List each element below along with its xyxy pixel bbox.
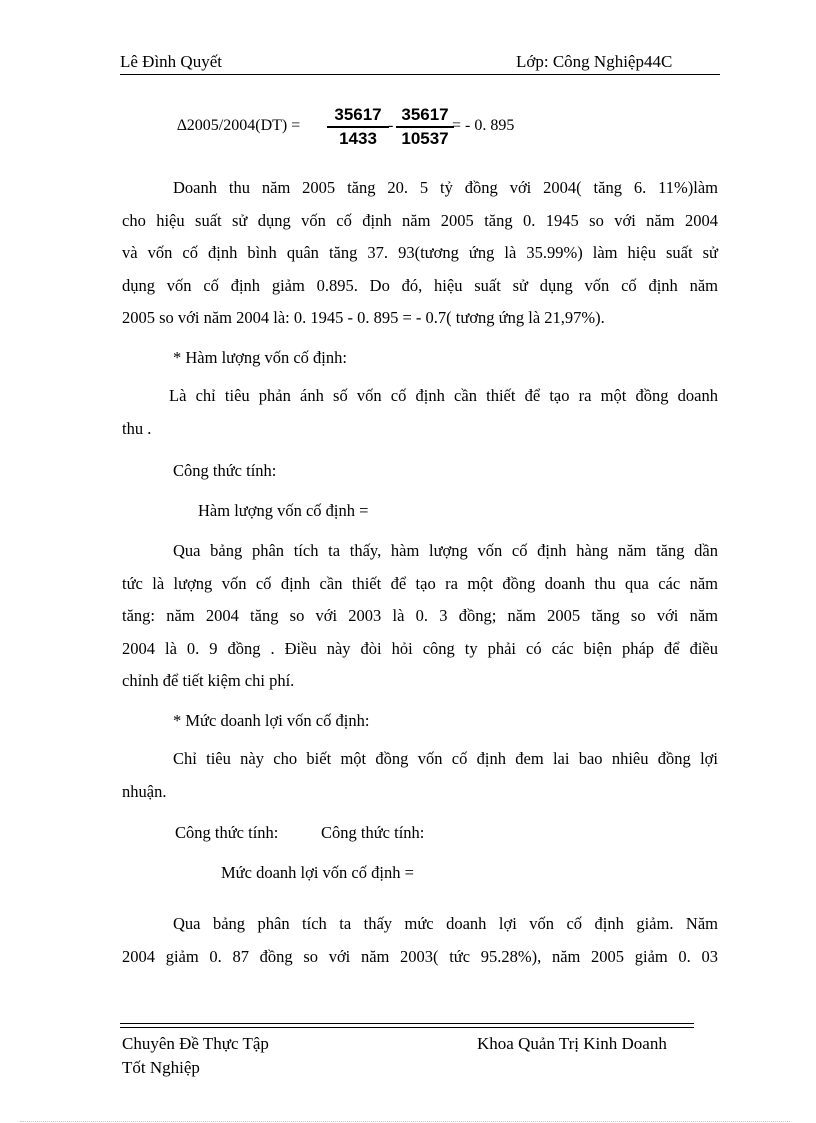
- footer-right: Khoa Quản Trị Kinh Doanh: [477, 1034, 667, 1053]
- fraction-1-numerator: 35617: [334, 105, 382, 124]
- footer-left: [122, 1032, 269, 1080]
- footer-rule-bottom: [120, 1027, 694, 1028]
- text-line: Qua bảng phân tích ta thấy mức doanh lợi vốn cố định giảm. Năm: [173, 914, 718, 933]
- text-line: thu .: [122, 418, 152, 438]
- page-header: [120, 52, 720, 74]
- heading-fixed-capital-ratio: * Hàm lượng vốn cố định:: [173, 348, 347, 367]
- formula-expression-1: Hàm lượng vốn cố định =: [198, 501, 369, 520]
- text-line: cho hiệu suất sử dụng vốn cố định năm 2005 tăng 0. 1945 so với năm 2004: [122, 210, 718, 230]
- formula-label-2a: Công thức tính:: [175, 823, 279, 842]
- formula-result: = - 0. 895: [452, 117, 515, 134]
- text-line: tức là lượng vốn cố định cần thiết để tạo ra một đồng doanh thu qua các năm: [122, 573, 718, 593]
- text-line: chỉnh để tiết kiệm chi phí.: [122, 671, 295, 690]
- footer-left-line-1: Chuyên Đề Thực Tập: [122, 1034, 269, 1053]
- footer-rule-top: [120, 1023, 694, 1024]
- text-line: Là chỉ tiêu phản ánh số vốn cố định cần thiết để tạo ra một đồng doanh: [169, 386, 718, 405]
- heading-profit-ratio: * Mức doanh lợi vốn cố định:: [173, 711, 370, 730]
- paragraph-definition-1: [122, 380, 718, 445]
- page-edge-dots: [20, 1121, 790, 1122]
- text-line: 2004 giảm 0. 87 đồng so với năm 2003( tức 95.28%), năm 2005 giảm 0. 03: [122, 946, 718, 966]
- header-rule: [120, 74, 720, 75]
- fraction-2-bar: [396, 126, 454, 128]
- fraction-2-denominator: 10537: [401, 129, 449, 148]
- text-line: 2005 so với năm 2004 là: 0. 1945 - 0. 895 = - 0.7( tương ứng là 21,97%).: [122, 308, 605, 327]
- paragraph-analysis-2: [122, 908, 718, 973]
- paragraph-definition-2: [122, 743, 718, 808]
- fraction-2-numerator: 35617: [401, 105, 449, 124]
- formula-label: ∆2005/2004(DT) =: [177, 117, 301, 134]
- fraction-2: [396, 105, 454, 149]
- fraction-1-bar: [327, 126, 389, 128]
- formula-expression-2: Mức doanh lợi vốn cố định =: [221, 863, 414, 882]
- header-class: Lớp: Công Nghiệp44C: [516, 52, 673, 71]
- text-line: Chỉ tiêu này cho biết một đồng vốn cố định đem lai bao nhiêu đồng lợi: [173, 749, 718, 768]
- formula-minus: -: [388, 117, 394, 134]
- paragraph-analysis-1: [122, 535, 718, 698]
- text-line: và vốn cố định bình quân tăng 37. 93(tương ứng là 35.99%) làm hiệu suất sử: [122, 243, 718, 262]
- formula-label-1: Công thức tính:: [173, 461, 277, 480]
- header-author: Lê Đình Quyết: [120, 52, 222, 71]
- fraction-1-denominator: 1433: [339, 129, 377, 148]
- text-line: Doanh thu năm 2005 tăng 20. 5 tỷ đồng với 2004( tăng 6. 11%)làm: [173, 178, 718, 197]
- fraction-1: [327, 105, 389, 149]
- text-line: 2004 là 0. 9 đồng . Điều này đòi hỏi công ty phải có các biện pháp để điều: [122, 638, 718, 658]
- text-line: tăng: năm 2004 tăng so với 2003 là 0. 3 đồng; năm 2005 tăng so với năm: [122, 606, 718, 625]
- footer-left-line-2: Tốt Nghiệp: [122, 1058, 200, 1077]
- text-line: dụng vốn cố định giảm 0.895. Do đó, hiệu suất sử dụng vốn cố định năm: [122, 275, 718, 295]
- text-line: nhuận.: [122, 781, 167, 801]
- text-line: Qua bảng phân tích ta thấy, hàm lượng vốn cố định hàng năm tăng dần: [173, 541, 718, 560]
- paragraph-efficiency: [122, 172, 718, 335]
- formula-label-2b: Công thức tính:: [321, 823, 425, 842]
